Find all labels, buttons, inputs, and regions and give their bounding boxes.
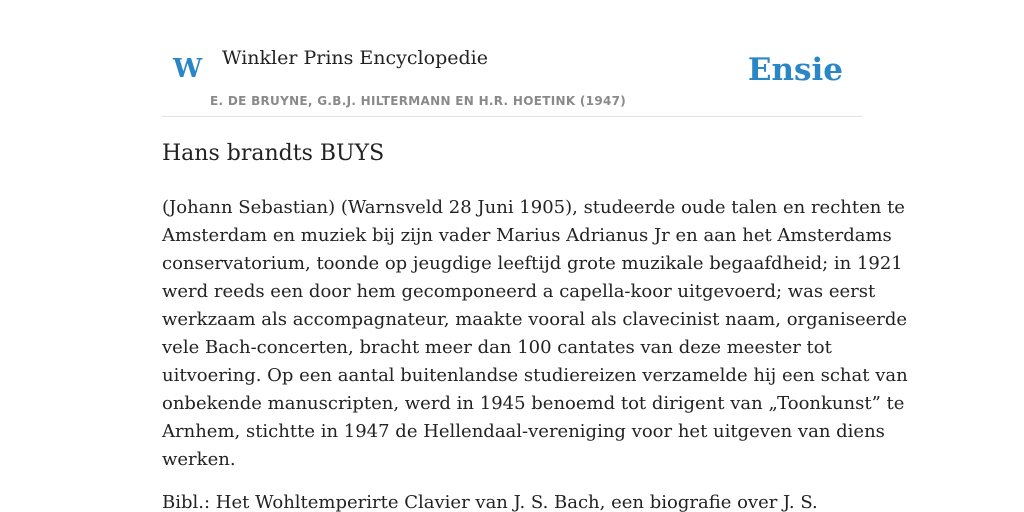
ensie-logo[interactable]: Ensie bbox=[747, 52, 843, 88]
source-authors: E. DE BRUYNE, G.B.J. HILTERMANN EN H.R. HOETINK (1947) bbox=[210, 94, 627, 108]
article-title: Hans brandts BUYS bbox=[162, 141, 385, 166]
article-body-line: werken. bbox=[162, 449, 236, 470]
article-body-line: Arnhem, stichtte in 1947 de Hellendaal-vereniging voor het uitgeven van diens bbox=[162, 421, 885, 442]
article-body bbox=[162, 194, 908, 474]
article-body-line: conservatorium, toonde op jeugdige leeftijd grote muzikale begaafdheid; in 1921 bbox=[162, 253, 903, 274]
article-bibliography: Bibl.: Het Wohltemperirte Clavier van J. S. Bach, een biografie over J. S. bbox=[162, 492, 818, 512]
article-body-line: vele Bach-concerten, bracht meer dan 100 cantates van deze meester tot bbox=[162, 337, 832, 358]
article-body-line: uitvoering. Op een aantal buitenlandse studiereizen verzamelde hij een schat van bbox=[162, 365, 908, 386]
article-body-line: werd reeds een door hem gecomponeerd a capella-koor uitgevoerd; was eerst bbox=[162, 281, 876, 302]
article bbox=[162, 138, 908, 512]
source-logo[interactable]: W bbox=[173, 54, 203, 84]
header bbox=[162, 0, 862, 117]
article-body-line: werkzaam als accompagnateur, maakte vooral als clavecinist naam, organiseerde bbox=[162, 309, 908, 330]
article-body-line: Amsterdam en muziek bij zijn vader Marius Adrianus Jr en aan het Amsterdams bbox=[162, 225, 892, 246]
source-title[interactable]: Winkler Prins Encyclopedie bbox=[222, 47, 488, 69]
article-body-line: onbekende manuscripten, werd in 1945 benoemd tot dirigent van „Toonkunst” te bbox=[162, 393, 905, 414]
article-body-line: (Johann Sebastian) (Warnsveld 28 Juni 1905), studeerde oude talen en rechten te bbox=[162, 197, 905, 218]
